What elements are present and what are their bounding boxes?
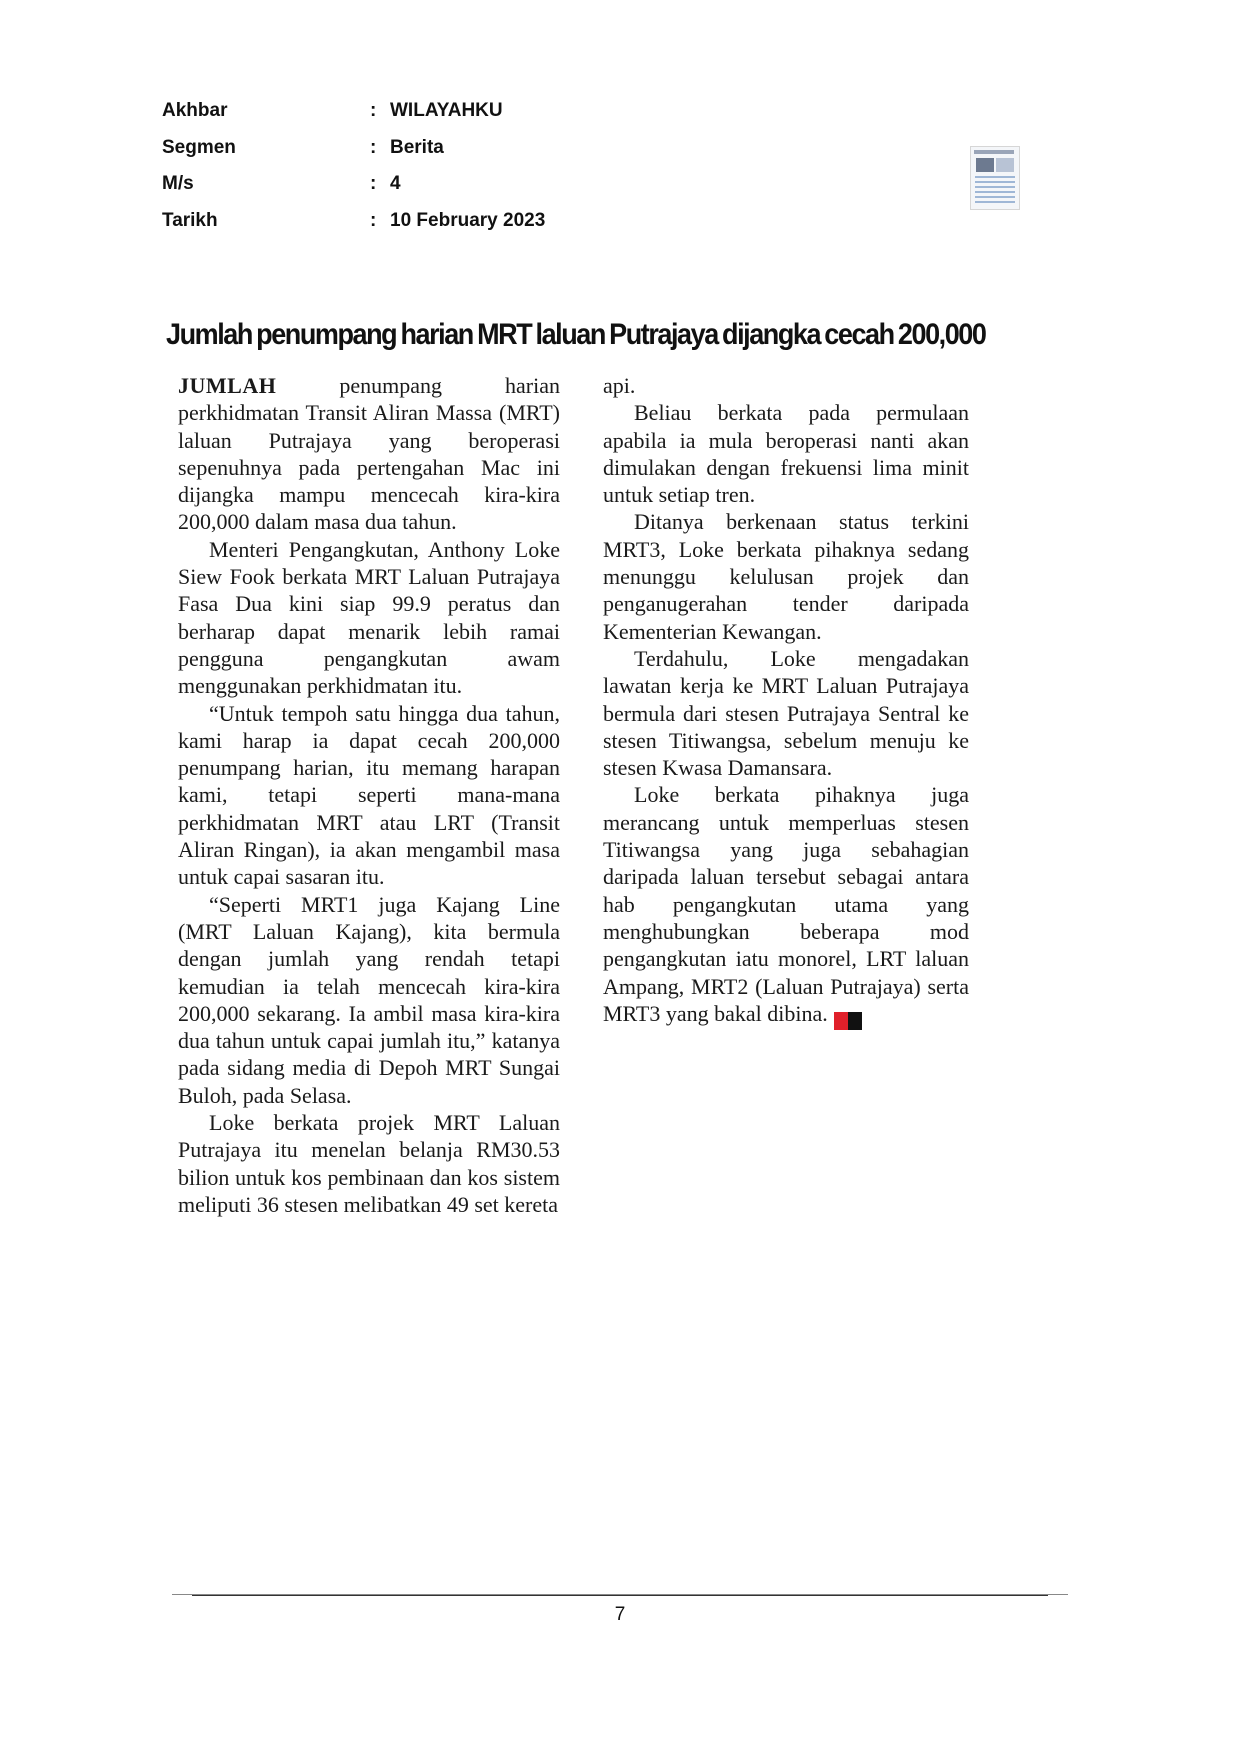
meta-value: WILAYAHKU: [390, 100, 503, 121]
meta-value: 10 February 2023: [390, 209, 546, 231]
article-paragraph: [603, 781, 969, 1029]
meta-row-tarikh: [162, 210, 545, 247]
article-paragraph: Loke berkata projek MRT Laluan Putrajaya itu menelan belanja RM30.53 bilion untuk kos pembinaan dan kos sistem meliputi 36 stesen melibatkan 49 set kereta: [178, 1110, 560, 1217]
meta-row-ms: [162, 173, 545, 210]
article-paragraph: [178, 372, 560, 536]
page-number: 7: [614, 1604, 626, 1625]
article-paragraph: Terdahulu, Loke mengadakan lawatan kerja ke MRT Laluan Putrajaya bermula dari stesen Putrajaya Sentral ke stesen Titiwangsa, sebelum menuju ke stesen Kwasa Damansara.: [603, 645, 969, 781]
paragraph-text: penumpang harian perkhidmatan Transit Aliran Massa (MRT) laluan Putrajaya yang beroperasi sepenuhnya pada pertengahan Mac ini dijangka mampu mencecah kira-kira 200,000 dalam masa dua tahun.: [178, 373, 560, 535]
article-paragraph: Beliau berkata pada permulaan apabila ia mula beroperasi nanti akan dimulakan dengan frekuensi lima minit untuk setiap tren.: [603, 400, 969, 508]
meta-colon: :: [370, 136, 377, 158]
meta-colon: :: [370, 100, 377, 121]
badge-letter-w: W: [834, 1012, 848, 1030]
meta-value: 4: [390, 173, 401, 194]
meta-key: Akhbar: [162, 100, 228, 121]
footer-divider-inner: [192, 1595, 1048, 1596]
article-paragraph: Ditanya berkenaan status terkini MRT3, Loke berkata pihaknya sedang menunggu kelulusan projek dan penganugerahan tender daripada Kementerian Kewangan.: [603, 509, 969, 644]
article-paragraph: “Untuk tempoh satu hingga dua tahun, kami harap ia dapat cecah 200,000 penumpang harian, itu memang harapan kami, tetapi seperti mana-mana perkhidmatan MRT atau LRT (Transit Aliran Ringan), ia akan mengambil masa untuk capai sasaran itu.: [178, 700, 560, 890]
meta-value: Berita: [390, 136, 444, 158]
meta-colon: :: [370, 209, 377, 231]
article-headline: Jumlah penumpang harian MRT laluan Putrajaya dijangka cecah 200,000: [166, 318, 986, 351]
badge-letter-k: K: [848, 1012, 862, 1030]
meta-row-akhbar: [162, 100, 545, 137]
lead-word: JUMLAH: [178, 373, 277, 398]
meta-key: Tarikh: [162, 209, 218, 231]
article-paragraph: Menteri Pengangkutan, Anthony Loke Siew Fook berkata MRT Laluan Putrajaya Fasa Dua kini siap 99.9 peratus dan berharap dapat menarik lebih ramai pengguna pengangkutan awam menggunakan perkhidmatan itu.: [178, 536, 560, 699]
article-paragraph: “Seperti MRT1 juga Kajang Line (MRT Laluan Kajang), kita bermula dengan jumlah yang rendah tetapi kemudian ia telah mencecah kira-kira 200,000 sekarang. Ia ambil masa kira-kira dua tahun untuk capai jumlah itu,” katanya pada sidang media di Depoh MRT Sungai Buloh, pada Selasa.: [178, 891, 560, 1108]
newspaper-thumbnail-icon: [970, 146, 1020, 210]
meta-colon: :: [370, 173, 377, 194]
metadata-block: [162, 100, 545, 246]
meta-key: Segmen: [162, 136, 236, 158]
meta-row-segmen: [162, 137, 545, 174]
article-column-right: [603, 372, 969, 1030]
paragraph-text: Loke berkata pihaknya juga merancang untuk memperluas stesen Titiwangsa yang juga sebahagian daripada laluan tersebut sebagai antara hab pengangkutan utama yang menghubungkan beberapa mod pengangkutan iatu monorel, LRT laluan Ampang, MRT2 (Laluan Putrajaya) serta MRT3 yang bakal dibina.: [603, 782, 969, 1026]
meta-key: M/s: [162, 173, 194, 194]
article-column-left: [178, 372, 560, 1218]
wk-end-badge: [834, 1012, 887, 1030]
article-paragraph: api.: [603, 373, 636, 398]
